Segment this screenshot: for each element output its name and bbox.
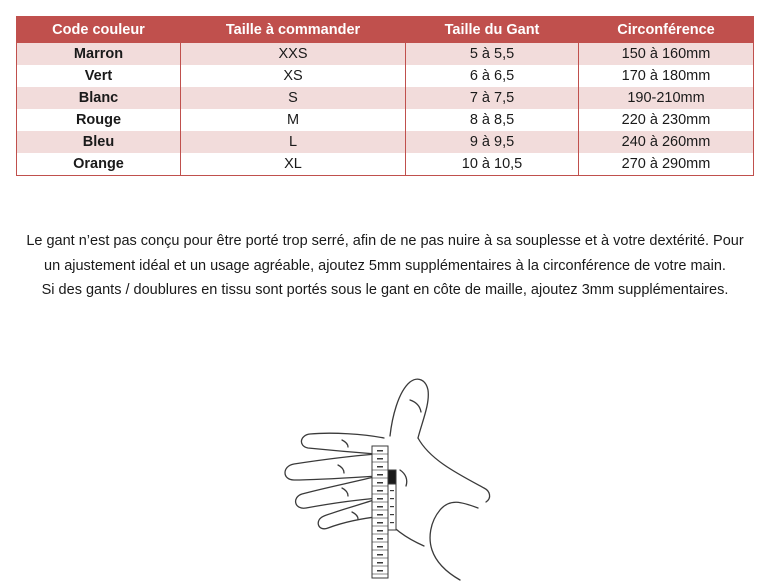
cell-glove-size: 5 à 5,5	[406, 43, 579, 66]
cell-circumference: 170 à 180mm	[579, 65, 754, 87]
cell-order-size: XL	[181, 153, 406, 176]
cell-order-size: S	[181, 87, 406, 109]
cell-glove-size: 7 à 7,5	[406, 87, 579, 109]
cell-color-code: Vert	[17, 65, 181, 87]
cell-color-code: Marron	[17, 43, 181, 66]
cell-glove-size: 8 à 8,5	[406, 109, 579, 131]
cell-order-size: L	[181, 131, 406, 153]
header-code-couleur: Code couleur	[17, 17, 181, 43]
cell-circumference: 150 à 160mm	[579, 43, 754, 66]
cell-order-size: XXS	[181, 43, 406, 66]
table-row	[17, 87, 754, 109]
cell-order-size: XS	[181, 65, 406, 87]
cell-circumference: 240 à 260mm	[579, 131, 754, 153]
sizing-note	[20, 229, 750, 303]
table-row	[17, 131, 754, 153]
cell-circumference: 220 à 230mm	[579, 109, 754, 131]
hand-measuring-tape-icon	[280, 370, 500, 582]
cell-color-code: Bleu	[17, 131, 181, 153]
cell-circumference: 190-210mm	[579, 87, 754, 109]
table-row	[17, 153, 754, 176]
cell-color-code: Rouge	[17, 109, 181, 131]
cell-order-size: M	[181, 109, 406, 131]
cell-glove-size: 6 à 6,5	[406, 65, 579, 87]
cell-color-code: Blanc	[17, 87, 181, 109]
cell-glove-size: 10 à 10,5	[406, 153, 579, 176]
header-taille-gant: Taille du Gant	[406, 17, 579, 43]
note-paragraph-fit: Le gant n’est pas conçu pour être porté trop serré, afin de ne pas nuire à sa souplesse et à votre dextérité. Pour un ajustement idéal et un usage agréable, ajoutez 5mm supplémentaires à la circonférence de votre main.	[26, 233, 744, 274]
cell-glove-size: 9 à 9,5	[406, 131, 579, 153]
table-header-row	[17, 17, 754, 43]
measuring-tape	[372, 446, 396, 578]
cell-circumference: 270 à 290mm	[579, 153, 754, 176]
note-paragraph-lining: Si des gants / doublures en tissu sont portés sous le gant en côte de maille, ajoutez 3mm supplémentaires.	[41, 282, 729, 298]
size-table	[16, 16, 754, 176]
table-row	[17, 65, 754, 87]
header-circonference: Circonférence	[579, 17, 754, 43]
header-taille-commander: Taille à commander	[181, 17, 406, 43]
cell-color-code: Orange	[17, 153, 181, 176]
table-row	[17, 109, 754, 131]
table-row	[17, 43, 754, 66]
